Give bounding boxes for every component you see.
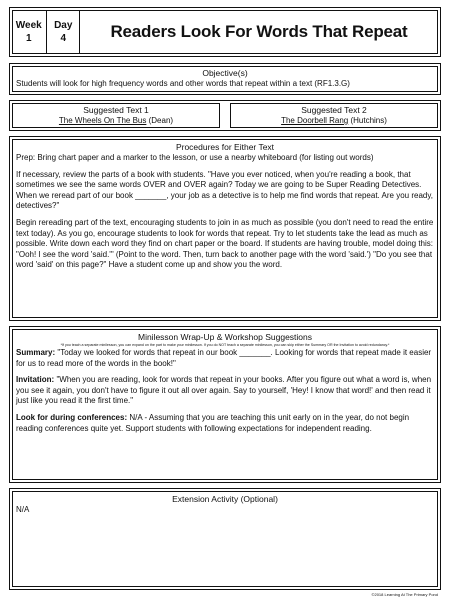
minilesson-box (12, 329, 438, 480)
minilesson-heading: Minilesson Wrap-Up & Workshop Suggestions (137, 332, 312, 342)
procedures-box (12, 139, 438, 318)
week-label: Week (15, 20, 42, 31)
suggested-text-2-heading: Suggested Text 2 (301, 105, 367, 115)
extension-text: N/A (16, 505, 30, 514)
suggested-text-2-author: (Hutchins) (350, 116, 387, 125)
day-value: 4 (60, 33, 67, 44)
suggested-text-2-book: The Doorbell Rang (281, 116, 349, 125)
procedures-paragraph-reread: Begin rereading part of the text, encouraging students to join in as much as possible (you don't need to read the entire text today). As you go, encourage students to look for words that repeat. Try to let students take the lead as much as possible. Write down each word they find on chart paper or the board. If students are having trouble, model doing this: "Ooh! I see the word 'said.'" (Point to the word. Then, turn back to another page with the word 'said.') "Do you see that word 'said' on this page?" Have a student come up and show you the word. (16, 217, 434, 270)
week-value: 1 (25, 33, 32, 44)
procedures-heading: Procedures for Either Text (175, 142, 275, 152)
summary-paragraph (16, 348, 434, 369)
summary-text: "Today we looked for words that repeat in our book _______. Looking for words that repeat made it easier for us to read more of the words in the book!" (16, 348, 432, 368)
day-label: Day (54, 20, 73, 31)
suggested-text-2-box (230, 103, 438, 128)
extension-heading: Extension Activity (Optional) (172, 494, 278, 504)
day-cell (46, 10, 81, 54)
invitation-text: "When you are reading, look for words that repeat in your books. After you figure out what a word is, when you see it again, you don't have to figure it out all over again. Say to yourself, 'Hey! I know that word!' and then read it just like you read it the first time." (16, 375, 432, 406)
suggested-text-1-box (12, 103, 220, 128)
extension-box (12, 491, 438, 587)
invitation-paragraph (16, 375, 434, 407)
objective-box (12, 66, 438, 92)
summary-label: Summary: (16, 348, 56, 357)
copyright-text: ©2018 Learning At The Primary Pond (371, 592, 438, 597)
week-day-cells (12, 10, 80, 54)
suggested-text-1-book: The Wheels On The Bus (58, 116, 147, 125)
objective-text: Students will look for high frequency words and other words that repeat within a text (RF1.3.G) (16, 79, 350, 88)
page-title: Readers Look For Words That Repeat (110, 22, 408, 41)
conferences-text: N/A - Assuming that you are teaching this unit early on in the year, do not begin reading conferences quite yet. Support students with following expectations for independent reading. (16, 412, 410, 433)
procedures-paragraph-review: If necessary, review the parts of a book with students. "Have you ever noticed, when you're reading a book, that sometimes we see the same words OVER and OVER again? Today we are going to be Super Reading Detectives. When we reread part of our book _______, your job as a detective is to help me find words that repeat. Are you ready, detectives?" (16, 169, 433, 211)
procedures-paragraph-prep: Prep: Bring chart paper and a marker to the lesson, or use a nearby whiteboard (for listing out words) (16, 153, 374, 162)
week-cell (12, 10, 46, 54)
minilesson-note: *If you teach a separate minilesson, you can expand on the part to make your minilesson. If you do NOT teach a separate minilesson, you can skip either the Summary OR the Invitation to avoid redundancy.* (60, 343, 390, 347)
objective-heading: Objective(s) (202, 68, 248, 78)
suggested-text-1-author: (Dean) (148, 116, 174, 125)
conferences-label: Look for during conferences: (16, 412, 128, 422)
suggested-text-1-heading: Suggested Text 1 (83, 105, 149, 115)
conferences-paragraph (16, 413, 434, 434)
invitation-label: Invitation: (16, 375, 55, 385)
